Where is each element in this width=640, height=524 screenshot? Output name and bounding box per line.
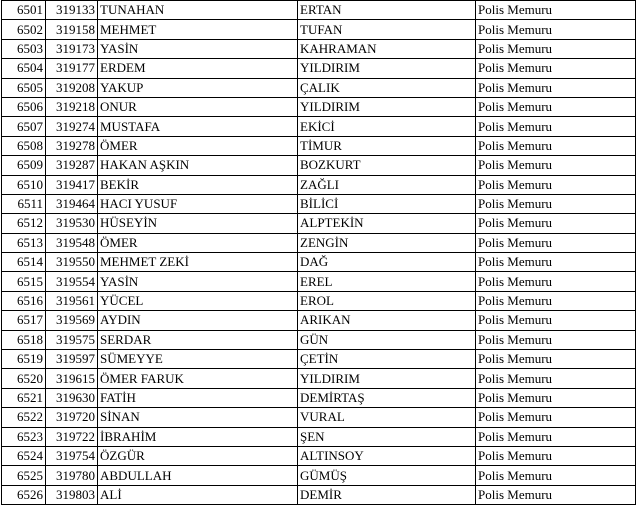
row-number-cell: 6514 [2, 253, 46, 272]
last-name-cell: ÇALIK [298, 78, 476, 97]
last-name-cell: TUFAN [298, 20, 476, 39]
registry-number-cell: 319173 [46, 39, 98, 58]
title-cell: Polis Memuru [476, 136, 636, 155]
row-number-cell: 6505 [2, 78, 46, 97]
table-row [2, 136, 636, 155]
registry-number-cell: 319615 [46, 369, 98, 388]
table-row [2, 117, 636, 136]
title-cell: Polis Memuru [476, 253, 636, 272]
title-cell: Polis Memuru [476, 78, 636, 97]
title-cell: Polis Memuru [476, 446, 636, 465]
table-row [2, 408, 636, 427]
registry-number-cell: 319575 [46, 330, 98, 349]
personnel-table [1, 0, 636, 505]
title-cell: Polis Memuru [476, 97, 636, 116]
table-row [2, 388, 636, 407]
first-name-cell: ÖMER FARUK [98, 369, 298, 388]
last-name-cell: ZENGİN [298, 233, 476, 252]
registry-number-cell: 319561 [46, 291, 98, 310]
title-cell: Polis Memuru [476, 388, 636, 407]
registry-number-cell: 319569 [46, 311, 98, 330]
first-name-cell: HACI YUSUF [98, 194, 298, 213]
registry-number-cell: 319177 [46, 59, 98, 78]
table-row [2, 194, 636, 213]
first-name-cell: İBRAHİM [98, 427, 298, 446]
first-name-cell: FATİH [98, 388, 298, 407]
title-cell: Polis Memuru [476, 408, 636, 427]
title-cell: Polis Memuru [476, 214, 636, 233]
table-row [2, 291, 636, 310]
row-number-cell: 6503 [2, 39, 46, 58]
last-name-cell: ZAĞLI [298, 175, 476, 194]
last-name-cell: TİMUR [298, 136, 476, 155]
table-row [2, 233, 636, 252]
table-row [2, 175, 636, 194]
last-name-cell: DEMİRTAŞ [298, 388, 476, 407]
title-cell: Polis Memuru [476, 311, 636, 330]
registry-number-cell: 319287 [46, 156, 98, 175]
title-cell: Polis Memuru [476, 59, 636, 78]
title-cell: Polis Memuru [476, 272, 636, 291]
registry-number-cell: 319530 [46, 214, 98, 233]
row-number-cell: 6511 [2, 194, 46, 213]
table-row [2, 272, 636, 291]
first-name-cell: MUSTAFA [98, 117, 298, 136]
title-cell: Polis Memuru [476, 175, 636, 194]
first-name-cell: HÜSEYİN [98, 214, 298, 233]
registry-number-cell: 319208 [46, 78, 98, 97]
title-cell: Polis Memuru [476, 156, 636, 175]
row-number-cell: 6521 [2, 388, 46, 407]
title-cell: Polis Memuru [476, 369, 636, 388]
row-number-cell: 6522 [2, 408, 46, 427]
title-cell: Polis Memuru [476, 330, 636, 349]
title-cell: Polis Memuru [476, 194, 636, 213]
first-name-cell: YASİN [98, 39, 298, 58]
row-number-cell: 6523 [2, 427, 46, 446]
title-cell: Polis Memuru [476, 466, 636, 485]
registry-number-cell: 319780 [46, 466, 98, 485]
last-name-cell: BOZKURT [298, 156, 476, 175]
table-row [2, 253, 636, 272]
last-name-cell: ALPTEKİN [298, 214, 476, 233]
table-row [2, 485, 636, 504]
table-row [2, 156, 636, 175]
row-number-cell: 6509 [2, 156, 46, 175]
registry-number-cell: 319630 [46, 388, 98, 407]
registry-number-cell: 319158 [46, 20, 98, 39]
first-name-cell: SÜMEYYE [98, 350, 298, 369]
table-row [2, 350, 636, 369]
title-cell: Polis Memuru [476, 20, 636, 39]
first-name-cell: ÖZGÜR [98, 446, 298, 465]
row-number-cell: 6515 [2, 272, 46, 291]
row-number-cell: 6504 [2, 59, 46, 78]
table-row [2, 466, 636, 485]
row-number-cell: 6525 [2, 466, 46, 485]
last-name-cell: GÜMÜŞ [298, 466, 476, 485]
last-name-cell: DAĞ [298, 253, 476, 272]
first-name-cell: ABDULLAH [98, 466, 298, 485]
first-name-cell: BEKİR [98, 175, 298, 194]
first-name-cell: SİNAN [98, 408, 298, 427]
last-name-cell: DEMİR [298, 485, 476, 504]
row-number-cell: 6519 [2, 350, 46, 369]
last-name-cell: ERTAN [298, 1, 476, 20]
table-row [2, 427, 636, 446]
first-name-cell: HAKAN AŞKIN [98, 156, 298, 175]
title-cell: Polis Memuru [476, 117, 636, 136]
last-name-cell: YILDIRIM [298, 59, 476, 78]
registry-number-cell: 319550 [46, 253, 98, 272]
first-name-cell: AYDIN [98, 311, 298, 330]
title-cell: Polis Memuru [476, 350, 636, 369]
title-cell: Polis Memuru [476, 485, 636, 504]
row-number-cell: 6520 [2, 369, 46, 388]
registry-number-cell: 319720 [46, 408, 98, 427]
table-row [2, 1, 636, 20]
registry-number-cell: 319464 [46, 194, 98, 213]
first-name-cell: ONUR [98, 97, 298, 116]
title-cell: Polis Memuru [476, 1, 636, 20]
row-number-cell: 6507 [2, 117, 46, 136]
registry-number-cell: 319278 [46, 136, 98, 155]
row-number-cell: 6518 [2, 330, 46, 349]
personnel-table-body [2, 1, 636, 505]
row-number-cell: 6510 [2, 175, 46, 194]
table-row [2, 97, 636, 116]
registry-number-cell: 319274 [46, 117, 98, 136]
table-row [2, 311, 636, 330]
first-name-cell: MEHMET ZEKİ [98, 253, 298, 272]
table-row [2, 330, 636, 349]
first-name-cell: ÖMER [98, 136, 298, 155]
last-name-cell: EROL [298, 291, 476, 310]
registry-number-cell: 319722 [46, 427, 98, 446]
last-name-cell: YILDIRIM [298, 369, 476, 388]
first-name-cell: YASİN [98, 272, 298, 291]
title-cell: Polis Memuru [476, 233, 636, 252]
first-name-cell: YÜCEL [98, 291, 298, 310]
last-name-cell: YILDIRIM [298, 97, 476, 116]
first-name-cell: ALİ [98, 485, 298, 504]
last-name-cell: EREL [298, 272, 476, 291]
last-name-cell: ÇETİN [298, 350, 476, 369]
first-name-cell: YAKUP [98, 78, 298, 97]
last-name-cell: ŞEN [298, 427, 476, 446]
table-row [2, 446, 636, 465]
registry-number-cell: 319218 [46, 97, 98, 116]
registry-number-cell: 319597 [46, 350, 98, 369]
title-cell: Polis Memuru [476, 39, 636, 58]
table-row [2, 214, 636, 233]
row-number-cell: 6512 [2, 214, 46, 233]
first-name-cell: TUNAHAN [98, 1, 298, 20]
table-row [2, 369, 636, 388]
row-number-cell: 6506 [2, 97, 46, 116]
registry-number-cell: 319548 [46, 233, 98, 252]
last-name-cell: ARIKAN [298, 311, 476, 330]
title-cell: Polis Memuru [476, 427, 636, 446]
last-name-cell: KAHRAMAN [298, 39, 476, 58]
registry-number-cell: 319754 [46, 446, 98, 465]
row-number-cell: 6501 [2, 1, 46, 20]
registry-number-cell: 319133 [46, 1, 98, 20]
last-name-cell: EKİCİ [298, 117, 476, 136]
row-number-cell: 6526 [2, 485, 46, 504]
registry-number-cell: 319803 [46, 485, 98, 504]
first-name-cell: MEHMET [98, 20, 298, 39]
last-name-cell: BİLİCİ [298, 194, 476, 213]
table-row [2, 39, 636, 58]
last-name-cell: VURAL [298, 408, 476, 427]
first-name-cell: ERDEM [98, 59, 298, 78]
row-number-cell: 6508 [2, 136, 46, 155]
row-number-cell: 6517 [2, 311, 46, 330]
title-cell: Polis Memuru [476, 291, 636, 310]
row-number-cell: 6524 [2, 446, 46, 465]
first-name-cell: ÖMER [98, 233, 298, 252]
first-name-cell: SERDAR [98, 330, 298, 349]
registry-number-cell: 319554 [46, 272, 98, 291]
last-name-cell: ALTINSOY [298, 446, 476, 465]
table-row [2, 59, 636, 78]
row-number-cell: 6513 [2, 233, 46, 252]
last-name-cell: GÜN [298, 330, 476, 349]
row-number-cell: 6502 [2, 20, 46, 39]
registry-number-cell: 319417 [46, 175, 98, 194]
table-row [2, 20, 636, 39]
row-number-cell: 6516 [2, 291, 46, 310]
table-row [2, 78, 636, 97]
